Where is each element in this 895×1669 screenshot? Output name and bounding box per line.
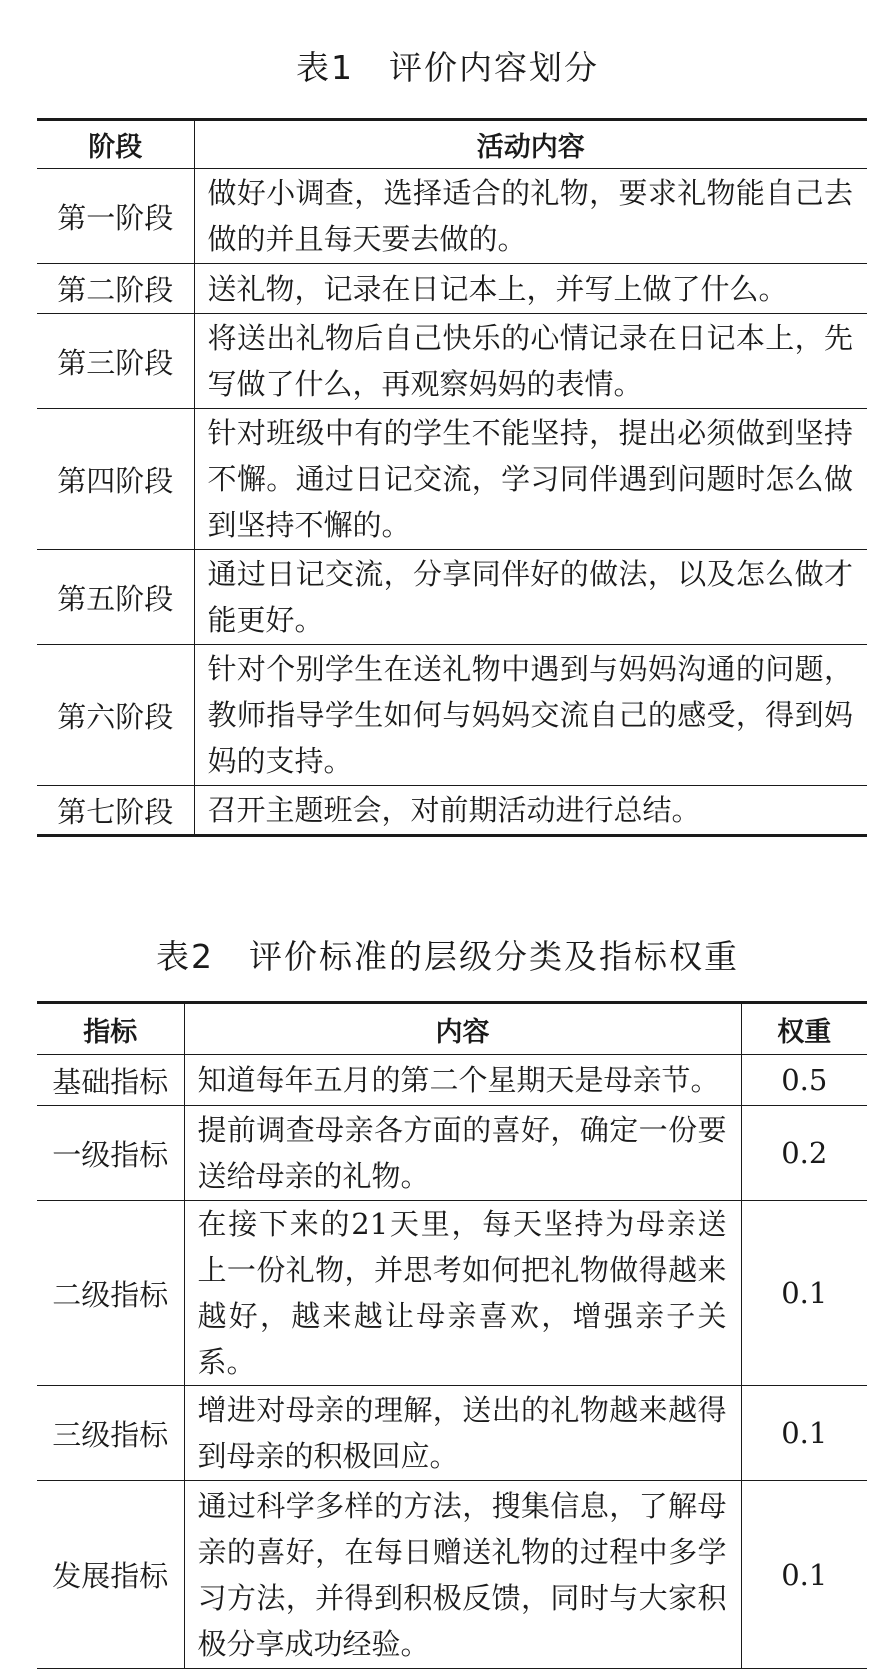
table-row bbox=[37, 1386, 867, 1481]
evaluation-criteria-table bbox=[37, 1001, 867, 1669]
table1-title: 表1 评价内容划分 bbox=[296, 48, 599, 87]
weight-cell: 0.1 bbox=[741, 1386, 867, 1481]
content-cell: 增进对母亲的理解，送出的礼物越来越得到母亲的积极回应。 bbox=[184, 1386, 741, 1481]
table-row bbox=[37, 314, 867, 409]
table-header-row bbox=[37, 1003, 867, 1055]
table-row bbox=[37, 786, 867, 836]
stage-cell: 第七阶段 bbox=[37, 786, 194, 836]
content-cell: 通过科学多样的方法，搜集信息，了解母亲的喜好，在每日赠送礼物的过程中多学习方法，并得到积极反馈，同时与大家积极分享成功经验。 bbox=[184, 1481, 741, 1669]
stage-cell: 第六阶段 bbox=[37, 645, 194, 786]
table-row bbox=[37, 1481, 867, 1669]
table-row bbox=[37, 409, 867, 550]
table-row bbox=[37, 264, 867, 314]
column-header-activity: 活动内容 bbox=[194, 120, 867, 169]
table-header-row bbox=[37, 120, 867, 169]
content-cell: 提前调查母亲各方面的喜好，确定一份要送给母亲的礼物。 bbox=[184, 1106, 741, 1201]
weight-cell: 0.1 bbox=[741, 1481, 867, 1669]
content-cell: 在接下来的21天里，每天坚持为母亲送上一份礼物，并思考如何把礼物做得越来越好，越来越让母亲喜欢，增强亲子关系。 bbox=[184, 1201, 741, 1386]
table-row bbox=[37, 1201, 867, 1386]
content-cell: 知道每年五月的第二个星期天是母亲节。 bbox=[184, 1055, 741, 1106]
table-row bbox=[37, 1106, 867, 1201]
activity-cell: 将送出礼物后自己快乐的心情记录在日记本上，先写做了什么，再观察妈妈的表情。 bbox=[194, 314, 867, 409]
stage-cell: 第五阶段 bbox=[37, 550, 194, 645]
indicator-cell: 基础指标 bbox=[37, 1055, 184, 1106]
table-row bbox=[37, 1055, 867, 1106]
stage-cell: 第二阶段 bbox=[37, 264, 194, 314]
indicator-cell: 三级指标 bbox=[37, 1386, 184, 1481]
activity-cell: 针对班级中有的学生不能坚持，提出必须做到坚持不懈。通过日记交流，学习同伴遇到问题时怎么做到坚持不懈的。 bbox=[194, 409, 867, 550]
evaluation-content-table bbox=[37, 118, 867, 837]
table-row bbox=[37, 645, 867, 786]
column-header-content: 内容 bbox=[184, 1003, 741, 1055]
activity-cell: 针对个别学生在送礼物中遇到与妈妈沟通的问题，教师指导学生如何与妈妈交流自己的感受，得到妈妈的支持。 bbox=[194, 645, 867, 786]
indicator-cell: 发展指标 bbox=[37, 1481, 184, 1669]
column-header-stage: 阶段 bbox=[37, 120, 194, 169]
column-header-indicator: 指标 bbox=[37, 1003, 184, 1055]
activity-cell: 送礼物，记录在日记本上，并写上做了什么。 bbox=[194, 264, 867, 314]
indicator-cell: 一级指标 bbox=[37, 1106, 184, 1201]
activity-cell: 通过日记交流，分享同伴好的做法，以及怎么做才能更好。 bbox=[194, 550, 867, 645]
column-header-weight: 权重 bbox=[741, 1003, 867, 1055]
stage-cell: 第四阶段 bbox=[37, 409, 194, 550]
indicator-cell: 二级指标 bbox=[37, 1201, 184, 1386]
weight-cell: 0.2 bbox=[741, 1106, 867, 1201]
activity-cell: 召开主题班会，对前期活动进行总结。 bbox=[194, 786, 867, 836]
stage-cell: 第三阶段 bbox=[37, 314, 194, 409]
weight-cell: 0.5 bbox=[741, 1055, 867, 1106]
table-row bbox=[37, 550, 867, 645]
weight-cell: 0.1 bbox=[741, 1201, 867, 1386]
activity-cell: 做好小调查，选择适合的礼物，要求礼物能自己去做的并且每天要去做的。 bbox=[194, 169, 867, 264]
table-row bbox=[37, 169, 867, 264]
table2-title: 表2 评价标准的层级分类及指标权重 bbox=[156, 937, 739, 976]
stage-cell: 第一阶段 bbox=[37, 169, 194, 264]
